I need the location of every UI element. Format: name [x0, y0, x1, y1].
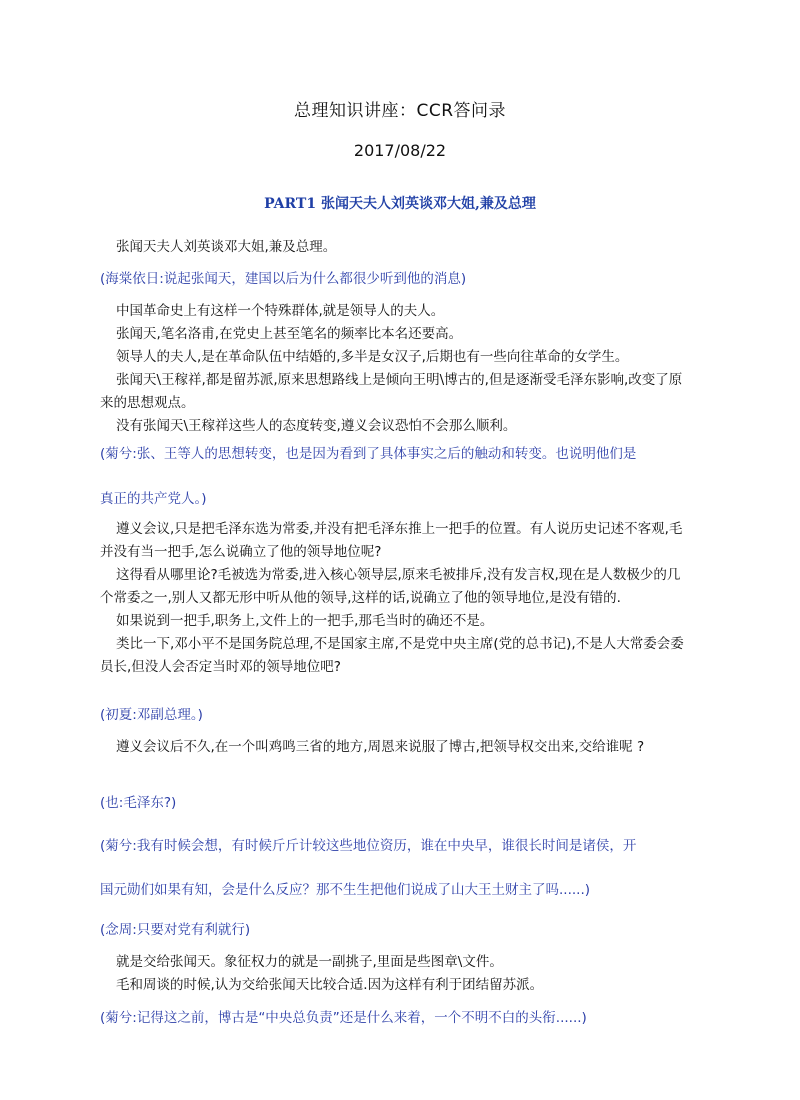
- part-heading: PART1 张闻天夫人刘英谈邓大姐,兼及总理: [264, 196, 536, 212]
- paragraph-line: 没有张闻天\王稼祥这些人的态度转变,遵义会议恐怕不会那么顺利。: [116, 418, 517, 434]
- paragraph-line: 领导人的夫人,是在革命队伍中结婚的,多半是女汉子,后期也有一些向往革命的女学生。: [116, 349, 629, 365]
- paragraph-line: 就是交给张闻天。象征权力的就是一副挑子,里面是些图章\文件。: [116, 954, 503, 970]
- paragraph-line: 遵义会议后不久,在一个叫鸡鸣三省的地方,周恩来说服了博古,把领导权交出来,交给谁呢 ?: [116, 739, 645, 755]
- document-title: 总理知识讲座：CCR答问录: [293, 101, 507, 121]
- comment-chuxia: (初夏:邓副总理。): [100, 707, 203, 723]
- comment-ye: (也:毛泽东?): [100, 795, 177, 811]
- paragraph-line: 如果说到一把手,职务上,文件上的一把手,那毛当时的确还不是。: [116, 613, 494, 629]
- paragraph-line: 张闻天\王稼祥,都是留苏派,原来思想路线上是倾向王明\博古的,但是逐渐受毛泽东影响,改变了原来的思想观点。: [100, 372, 683, 411]
- paragraph-block-4: [100, 736, 690, 759]
- document-date: 2017/08/22: [353, 141, 447, 160]
- paragraph-line: 遵义会议,只是把毛泽东选为常委,并没有把毛泽东推上一把手的位置。有人说历史记述不客观,毛并没有当一把手,怎么说确立了他的领导地位呢?: [100, 521, 683, 560]
- paragraph-line: 这得看从哪里论?毛被选为常委,进入核心领导层,原来毛被排斥,没有发言权,现在是人数极少的几个常委之一,别人又都无形中听从他的领导,这样的话,说确立了他的领导地位,是没有错的.: [100, 567, 681, 606]
- paragraph-line: 张闻天夫人刘英谈邓大姐,兼及总理。: [116, 239, 337, 255]
- paragraph-block-2: [100, 300, 690, 438]
- paragraph-line: 中国革命史上有这样一个特殊群体,就是领导人的夫人。: [116, 303, 445, 319]
- comment-nianzhou: (念周:只要对党有利就行): [100, 922, 251, 938]
- comment-juxi-1-line1: (菊兮:张、王等人的思想转变，也是因为看到了具体事实之后的触动和转变。也说明他们是: [100, 446, 637, 462]
- comment-juxi-1-line2: 真正的共产党人。): [100, 491, 207, 507]
- paragraph-line: 毛和周谈的时候,认为交给张闻天比较合适.因为这样有利于团结留苏派。: [116, 977, 544, 993]
- comment-juxi-2-line1: (菊兮:我有时候会想，有时候斤斤计较这些地位资历，谁在中央早，谁很长时间是诸侯，开: [100, 838, 637, 854]
- comment-haitang: (海棠依日:说起张闻天，建国以后为什么都很少听到他的消息): [100, 271, 467, 287]
- comment-juxi-2-line2: 国元勋们如果有知，会是什么反应？那不生生把他们说成了山大王土财主了吗......): [100, 882, 591, 898]
- paragraph-line: 张闻天,笔名洛甫,在党史上甚至笔名的频率比本名还要高。: [116, 326, 463, 342]
- paragraph-line: 类比一下,邓小平不是国务院总理,不是国家主席,不是党中央主席(党的总书记),不是人大常委会委员长,但没人会否定当时邓的领导地位吧?: [100, 636, 684, 675]
- paragraph-intro: [100, 236, 690, 259]
- paragraph-block-5: [100, 951, 690, 997]
- paragraph-block-3: [100, 518, 690, 679]
- comment-juxi-3: (菊兮:记得这之前，博古是“中央总负责”还是什么来着，一个不明不白的头衔......): [100, 1010, 587, 1026]
